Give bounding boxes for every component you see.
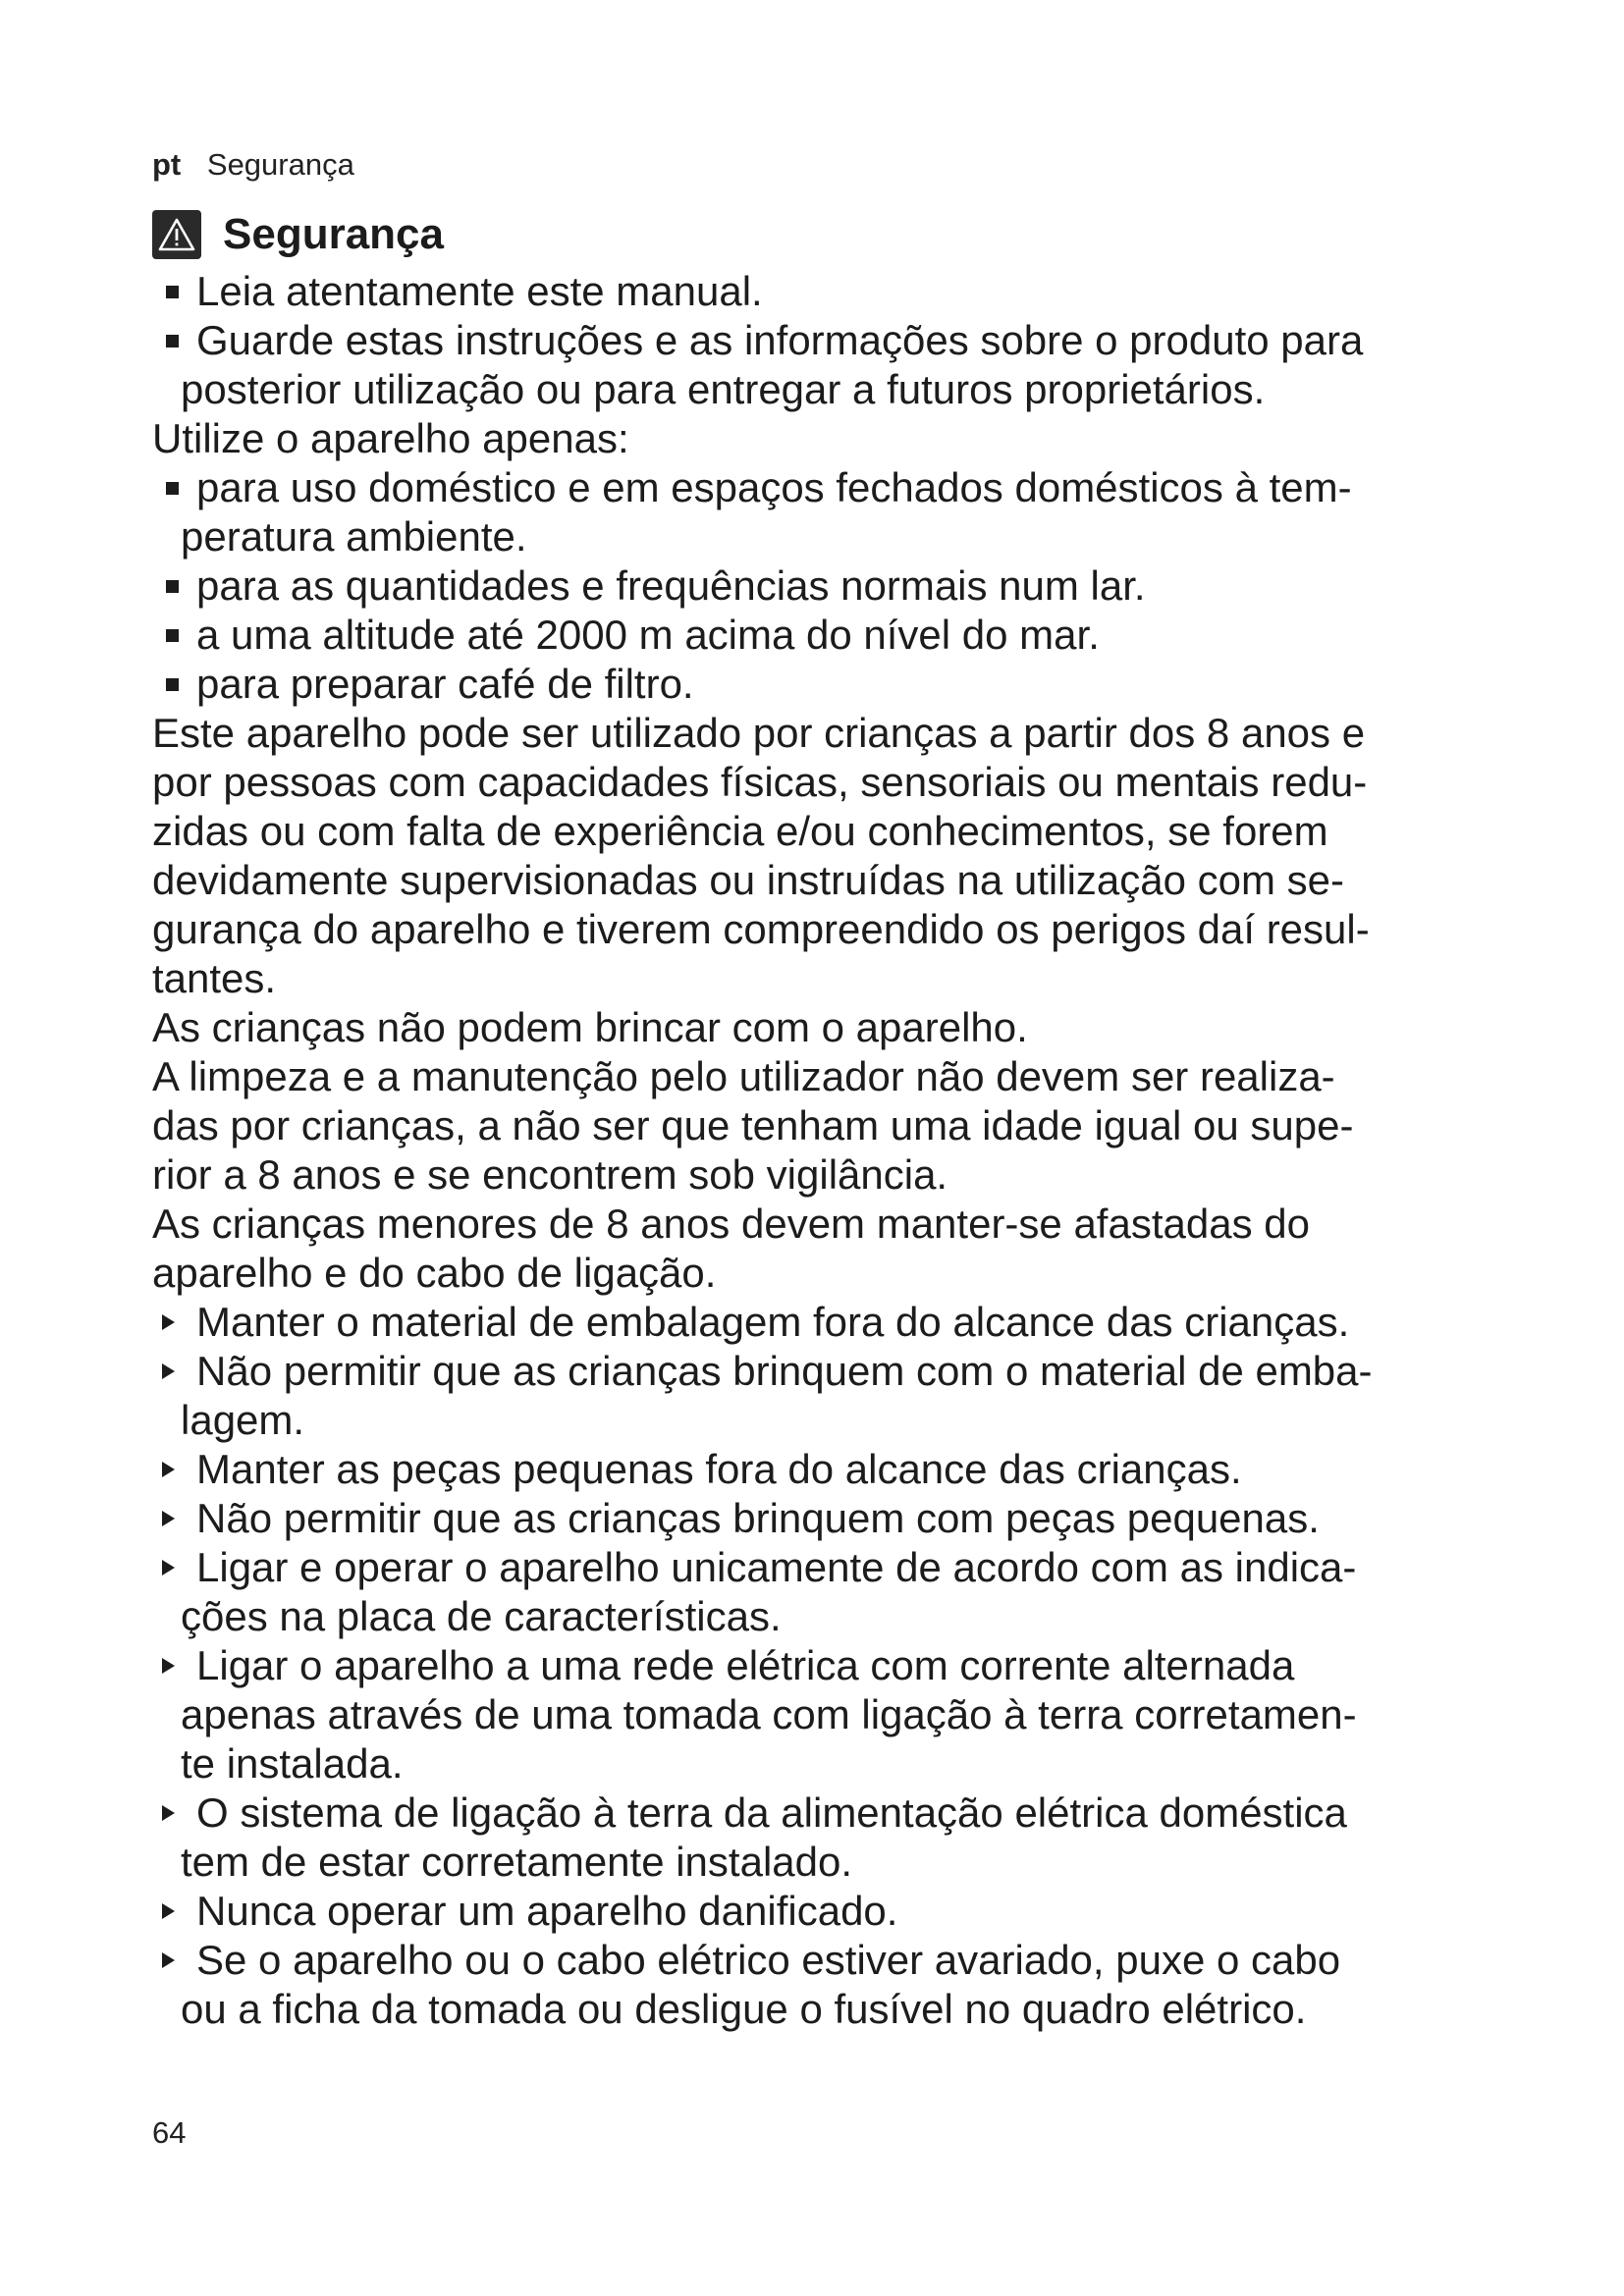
page-number: 64 [152, 2115, 187, 2150]
paragraph [152, 1003, 1527, 1052]
text-line: por pessoas com capacidades físicas, sensoriais ou mentais redu- [152, 759, 1368, 805]
paragraph [152, 1052, 1527, 1200]
safety-text [152, 267, 1527, 2034]
bullet-item [152, 561, 1527, 611]
bullet-item [152, 611, 1527, 660]
text-line: para preparar café de filtro. [196, 661, 694, 707]
section-title: Segurança [223, 210, 444, 258]
text-line: zidas ou com falta de experiência e/ou conhecimentos, se forem [152, 808, 1328, 854]
text-line: tem de estar corretamente instalado. [181, 1839, 853, 1885]
text-line: aparelho e do cabo de ligação. [152, 1250, 717, 1296]
text-line: A limpeza e a manutenção pelo utilizador não devem ser realiza- [152, 1053, 1335, 1099]
bullet-item [152, 463, 1527, 561]
instruction-item [152, 1887, 1527, 1936]
text-line: O sistema de ligação à terra da alimentação elétrica doméstica [196, 1789, 1347, 1836]
text-line: para as quantidades e frequências normais num lar. [196, 562, 1146, 609]
text-line: lagem. [181, 1397, 305, 1443]
square-bullet-icon [166, 286, 179, 298]
instruction-item [152, 1789, 1527, 1887]
text-line: te instalada. [181, 1740, 404, 1787]
instruction-item [152, 1298, 1527, 1347]
text-line: rior a 8 anos e se encontrem sob vigilância. [152, 1151, 948, 1198]
instruction-item [152, 1543, 1527, 1641]
text-line: Manter o material de embalagem fora do alcance das crianças. [196, 1299, 1350, 1345]
square-bullet-icon [166, 580, 179, 593]
instruction-item [152, 1641, 1527, 1789]
text-line: posterior utilização ou para entregar a futuros proprietários. [181, 366, 1266, 412]
text-line: Não permitir que as crianças brinquem com o material de emba- [196, 1348, 1373, 1394]
text-line: apenas através de uma tomada com ligação à terra corretamen- [181, 1691, 1357, 1737]
square-bullet-icon [166, 629, 179, 642]
arrow-bullet-icon [162, 1952, 175, 1968]
arrow-bullet-icon [162, 1462, 175, 1477]
paragraph [152, 1200, 1527, 1298]
text-line: tantes. [152, 955, 277, 1001]
text-line: Não permitir que as crianças brinquem com peças pequenas. [196, 1495, 1320, 1541]
section-title-row [152, 210, 1527, 259]
instruction-item [152, 1347, 1527, 1445]
bullet-item [152, 316, 1527, 414]
square-bullet-icon [166, 678, 179, 691]
bullet-item [152, 267, 1527, 316]
instruction-item [152, 1494, 1527, 1543]
text-line: das por crianças, a não ser que tenham uma idade igual ou supe- [152, 1102, 1354, 1148]
text-line: Guarde estas instruções e as informações sobre o produto para [196, 317, 1364, 363]
page-content [152, 147, 1527, 2034]
square-bullet-icon [166, 335, 179, 347]
text-line: Leia atentamente este manual. [196, 268, 763, 314]
text-line: ções na placa de características. [181, 1593, 782, 1639]
language-code: pt [152, 147, 182, 182]
arrow-bullet-icon [162, 1363, 175, 1379]
text-line: Utilize o aparelho apenas: [152, 415, 629, 461]
arrow-bullet-icon [162, 1511, 175, 1526]
text-line: Este aparelho pode ser utilizado por crianças a partir dos 8 anos e [152, 710, 1366, 756]
running-header [152, 147, 1527, 183]
text-line: As crianças menores de 8 anos devem manter-se afastadas do [152, 1201, 1310, 1247]
text-line: Se o aparelho ou o cabo elétrico estiver avariado, puxe o cabo [196, 1937, 1341, 1983]
text-line: devidamente supervisionadas ou instruídas na utilização com se- [152, 857, 1345, 903]
text-line: a uma altitude até 2000 m acima do nível do mar. [196, 612, 1100, 658]
arrow-bullet-icon [162, 1658, 175, 1674]
paragraph [152, 709, 1527, 1003]
square-bullet-icon [166, 482, 179, 495]
text-line: Nunca operar um aparelho danificado. [196, 1888, 898, 1934]
text-line: gurança do aparelho e tiverem compreendido os perigos daí resul- [152, 906, 1370, 952]
bullet-item [152, 660, 1527, 709]
instruction-item [152, 1445, 1527, 1494]
arrow-bullet-icon [162, 1314, 175, 1330]
text-line: Manter as peças pequenas fora do alcance das crianças. [196, 1446, 1242, 1492]
instruction-item [152, 1936, 1527, 2034]
text-line: para uso doméstico e em espaços fechados domésticos à tem- [196, 464, 1352, 510]
text-line: Ligar e operar o aparelho unicamente de acordo com as indica- [196, 1544, 1357, 1590]
arrow-bullet-icon [162, 1903, 175, 1919]
text-line: Ligar o aparelho a uma rede elétrica com corrente alternada [196, 1642, 1295, 1688]
text-line: As crianças não podem brincar com o aparelho. [152, 1004, 1028, 1050]
warning-triangle-icon [152, 210, 201, 259]
section-name: Segurança [206, 147, 354, 182]
arrow-bullet-icon [162, 1805, 175, 1821]
arrow-bullet-icon [162, 1560, 175, 1575]
text-line: ou a ficha da tomada ou desligue o fusível no quadro elétrico. [181, 1986, 1307, 2032]
paragraph [152, 414, 1527, 463]
text-line: peratura ambiente. [181, 513, 527, 560]
